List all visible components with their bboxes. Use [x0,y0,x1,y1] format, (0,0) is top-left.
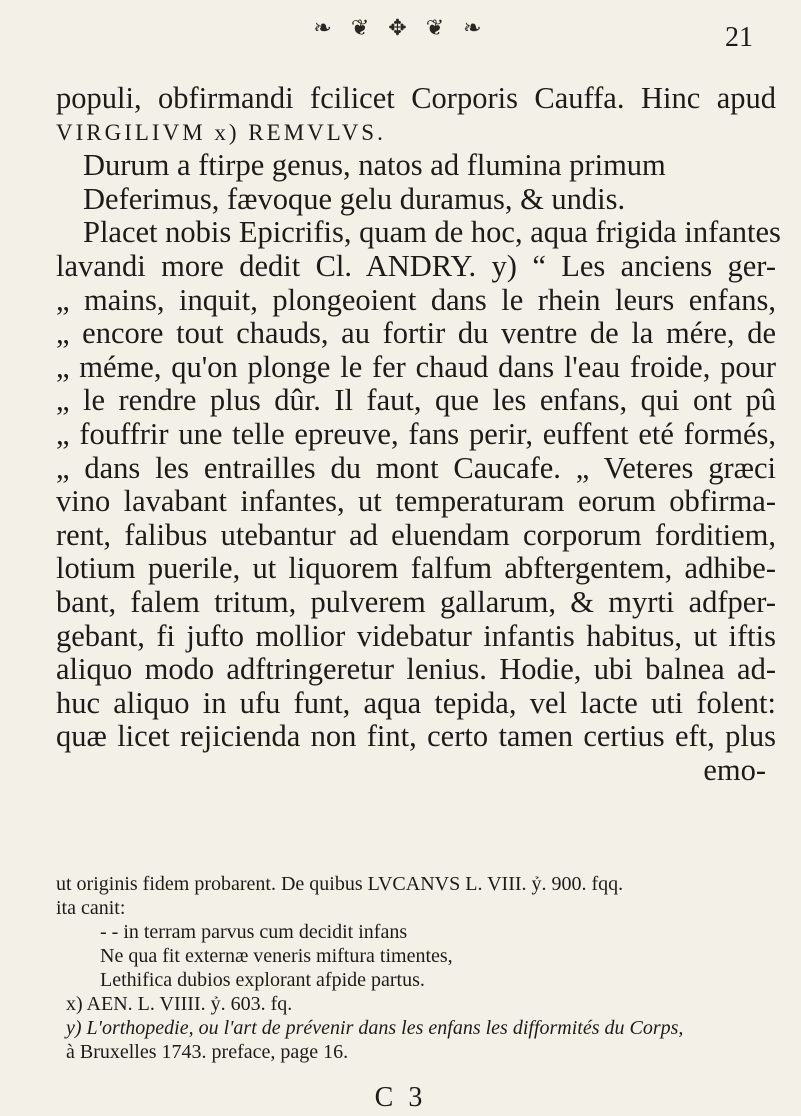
footnote-verse: Ne qua fit externæ veneris miftura timentes, [100,945,453,967]
signature-mark: C 3 [374,1082,427,1113]
verse-line: Deferimus, fævoque gelu duramus, & undis. [83,181,626,216]
text-line: huc aliquo in ufu funt, aqua tepida, vel lacte uti folent: [56,685,776,720]
main-text [56,81,781,787]
footnote-verse: - - in terram parvus cum decidit infans [100,921,408,943]
footnote-x: x) AEN. L. VIIII. ỷ. 603. fq. [66,993,293,1015]
page-number: 21 [725,22,753,53]
verse-line: Durum a ftirpe genus, natos ad flumina primum [83,148,666,183]
footnote-y: y) L'orthopedie, ou l'art de prévenir dans les enfans les difformités du Corps, [66,1017,684,1039]
text-line: VIRGILIVM x) REMVLVS. [56,119,386,145]
text-line: lotium puerile, ut liquorem falfum abftergentem, adhibe- [56,551,776,586]
text-line: quæ licet rejicienda non fint, certo tamen certius eft, plus [56,719,776,754]
text-line: gebant, fi jufto mollior videbatur infantis habitus, ut iftis [56,618,776,653]
text-line: vino lavabant infantes, ut temperaturam eorum obfirma- [56,484,776,519]
text-line: populi, obfirmandi fcilicet Corporis Cauffa. Hinc apud [56,81,776,115]
text-line: bant, falem tritum, pulverem gallarum, & myrti adfper- [56,584,776,619]
text-line: „ mains, inquit, plongeoient dans le rhein leurs enfans, [56,282,776,317]
text-line: „ fouffrir une telle epreuve, fans perir, euffent eté formés, [56,416,776,451]
text-line: „ méme, qu'on plonge le fer chaud dans l'eau froide, pour [56,349,776,384]
text-line: lavandi more dedit Cl. ANDRY. y) “ Les anciens ger- [56,248,776,283]
text-line: aliquo modo adftringeretur lenius. Hodie, ubi balnea ad- [56,652,776,687]
text-line: „ dans les entrailles du mont Caucafe. „ Veteres græci [56,450,776,485]
page-header [0,10,801,53]
catchword: emo- [703,752,766,787]
text-line: Placet nobis Epicrifis, quam de hoc, aqua frigida infantes [83,215,781,250]
text-line: rent, falibus utebantur ad eluendam corporum forditiem, [56,517,776,552]
footnote-line: ut originis fidem probarent. De quibus LVCANVS L. VIII. ỷ. 900. fqq. [56,873,624,895]
text-line: „ le rendre plus dûr. Il faut, que les enfans, qui ont pû [56,383,776,418]
text-line: „ encore tout chauds, au fortir du ventre de la mére, de [56,316,776,351]
footnote-y-continued: à Bruxelles 1743. preface, page 16. [66,1041,349,1063]
header-ornament: ❧ ❦ ✥ ❦ ❧ [313,16,488,41]
footnotes [56,872,768,1064]
footnote-line: ita canit: [56,897,126,919]
footnote-verse: Lethifica dubios explorant afpide partus. [100,969,425,991]
